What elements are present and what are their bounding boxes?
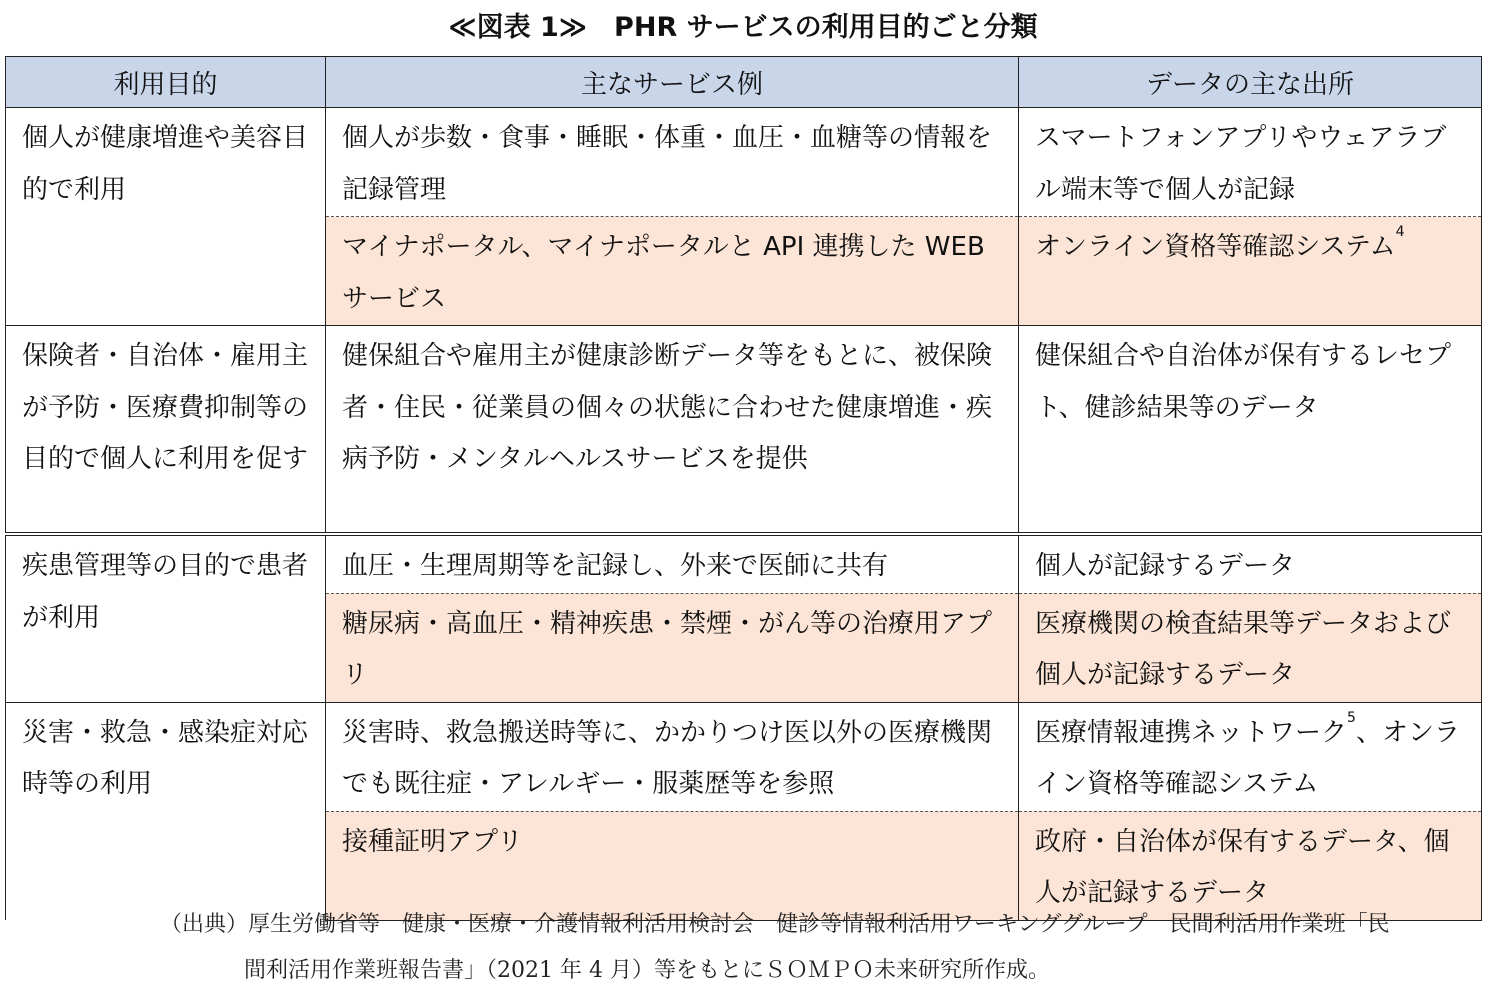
service-cell: 個人が歩数・食事・睡眠・体重・血圧・血糖等の情報を記録管理: [326, 108, 1019, 217]
purpose-cell: 保険者・自治体・雇用主が予防・医療費抑制等の目的で個人に利用を促す: [6, 326, 326, 535]
source-cell: スマートフォンアプリやウェアラブル端末等で個人が記録: [1019, 108, 1482, 217]
table-row: [6, 108, 1482, 217]
header-service: 主なサービス例: [326, 57, 1019, 108]
source-text: オンライン資格等確認システム: [1035, 232, 1396, 262]
service-cell: マイナポータル、マイナポータルと API 連携した WEB サービス: [326, 217, 1019, 326]
footnote-marker: 5: [1347, 709, 1356, 726]
table-row: [6, 326, 1482, 535]
purpose-cell: 災害・救急・感染症対応時等の利用: [6, 702, 326, 920]
purpose-cell: 個人が健康増進や美容目的で利用: [6, 108, 326, 326]
source-text: 、オンライン資格等確認システム: [1035, 717, 1460, 799]
header-source: データの主な出所: [1019, 57, 1482, 108]
phr-classification-table: [5, 56, 1482, 921]
figure-title: ≪図表 1≫ PHR サービスの利用目的ごと分類: [448, 12, 1038, 43]
table-row: [6, 534, 1482, 593]
source-cell: 健保組合や自治体が保有するレセプト、健診結果等のデータ: [1019, 326, 1482, 535]
service-cell: 糖尿病・高血圧・精神疾患・禁煙・がん等の治療用アプリ: [326, 593, 1019, 702]
purpose-cell: 疾患管理等の目的で患者が利用: [6, 534, 326, 702]
source-text: 医療情報連携ネットワーク: [1035, 717, 1348, 748]
service-cell: 血圧・生理周期等を記録し、外来で医師に共有: [326, 534, 1019, 593]
header-row: [6, 57, 1482, 108]
source-note-line: 間利活用作業班報告書」（2021 年 4 月）等をもとにＳＯＭＰＯ未来研究所作成。: [244, 958, 1050, 983]
service-cell: 災害時、救急搬送時等に、かかりつけ医以外の医療機関でも既往症・アレルギー・服薬歴等を参照: [326, 702, 1019, 811]
source-note: [160, 902, 1470, 994]
source-cell: [1019, 702, 1482, 811]
footnote-marker: 4: [1395, 224, 1405, 240]
source-note-line: （出典）厚生労働省等 健康・医療・介護情報利活用検討会 健診等情報利活用ワーキンググループ 民間利活用作業班「民: [160, 912, 1390, 937]
header-purpose: 利用目的: [6, 57, 326, 108]
source-cell: 個人が記録するデータ: [1019, 534, 1482, 593]
table-row: [6, 702, 1482, 811]
source-cell: 医療機関の検査結果等データおよび個人が記録するデータ: [1019, 593, 1482, 702]
source-cell: [1019, 217, 1482, 326]
service-cell: 健保組合や雇用主が健康診断データ等をもとに、被保険者・住民・従業員の個々の状態に合わせた健康増進・疾病予防・メンタルヘルスサービスを提供: [326, 326, 1019, 535]
service-cell: 接種証明アプリ: [326, 811, 1019, 920]
source-cell: 政府・自治体が保有するデータ、個人が記録するデータ: [1019, 811, 1482, 920]
